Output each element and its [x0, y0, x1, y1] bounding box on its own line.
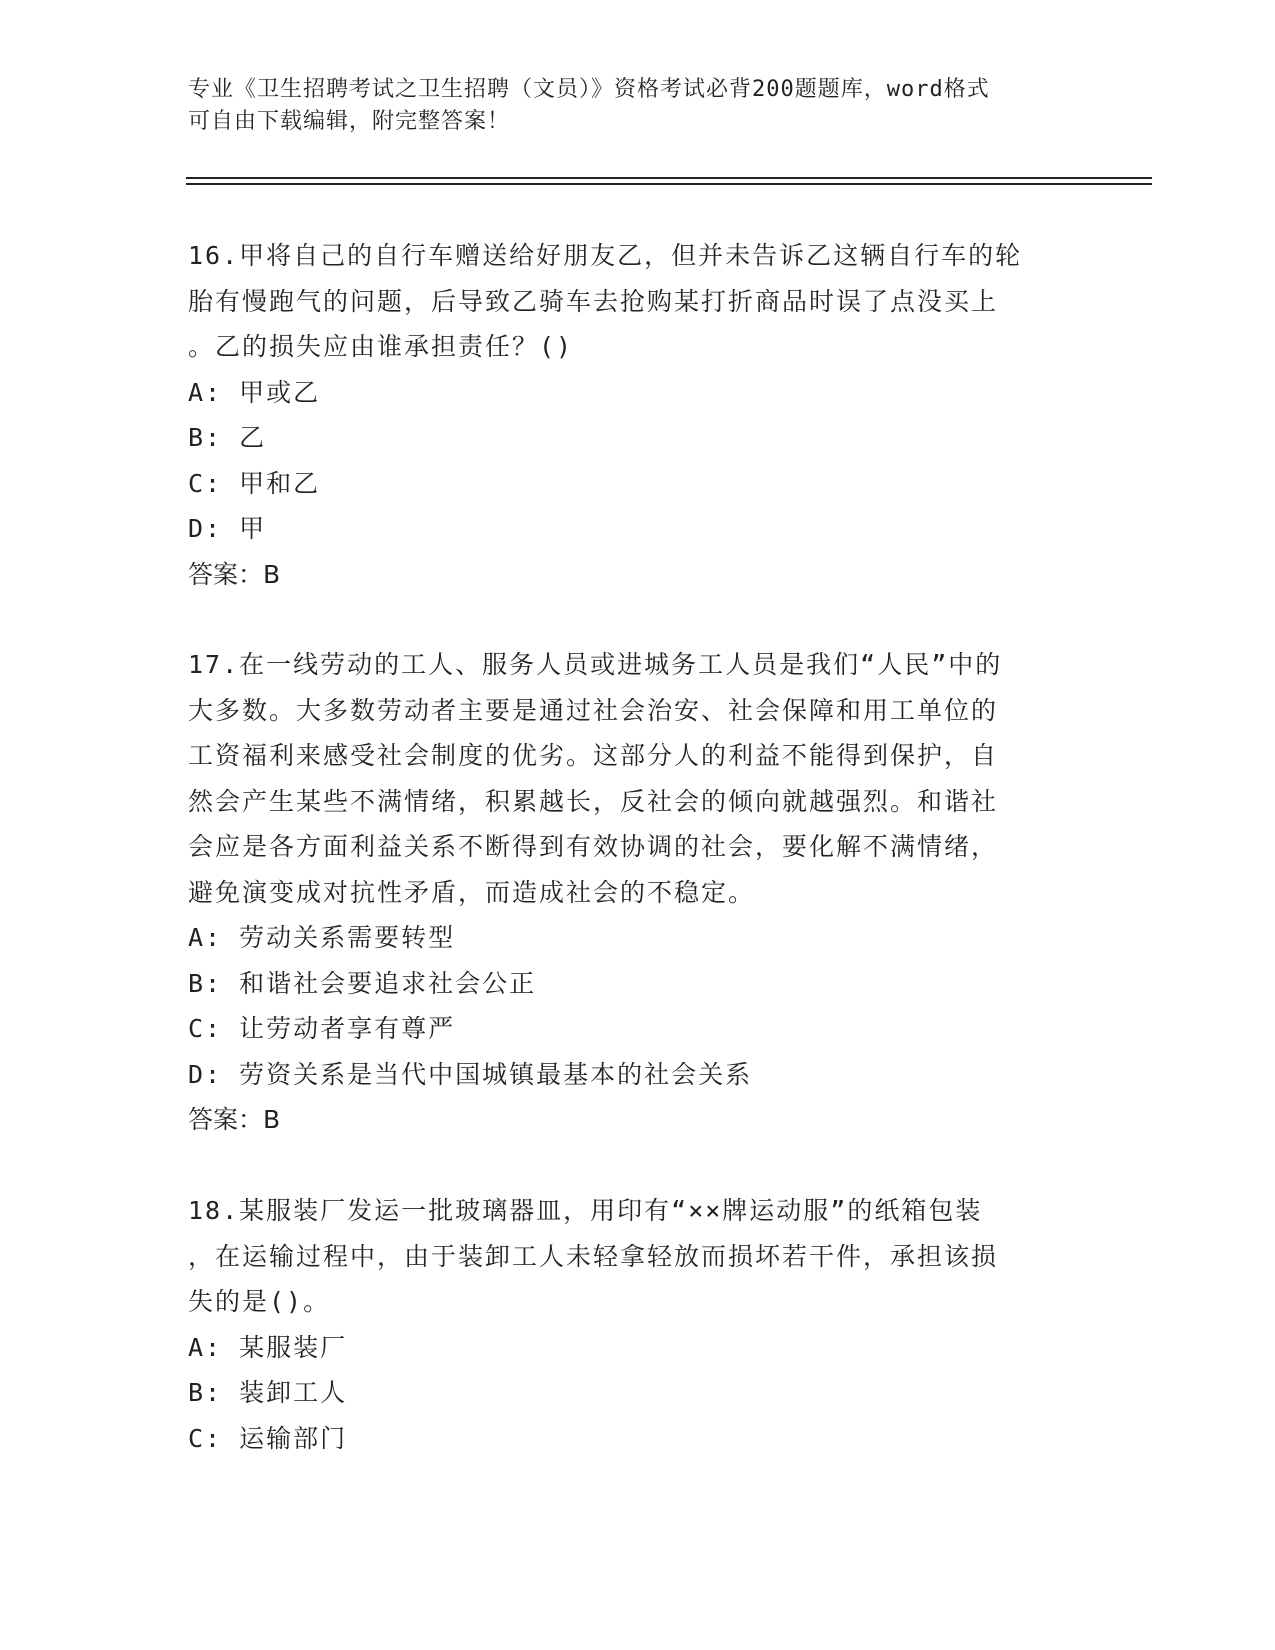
option-d: D: 劳资关系是当代中国城镇最基本的社会关系	[188, 1059, 753, 1089]
option-c: C: 甲和乙	[188, 468, 321, 498]
option-d: D: 甲	[188, 514, 267, 543]
question-stem	[188, 233, 1088, 370]
option-b: B: 和谐社会要追求社会公正	[188, 968, 537, 998]
header-line-1: 专业《卫生招聘考试之卫生招聘（文员）》资格考试必背200题题库，word格式	[188, 77, 990, 102]
question-18	[188, 1188, 1088, 1461]
option-c: C: 运输部门	[188, 1423, 348, 1453]
answer: 答案：B	[188, 1105, 281, 1134]
stem-line: 17.在一线劳动的工人、服务人员或进城务工人员是我们“人民”中的	[188, 650, 1003, 679]
stem-line: 避免演变成对抗性矛盾，而造成社会的不稳定。	[188, 877, 756, 907]
header-divider-bottom	[186, 183, 1152, 185]
option-a: A: 某服装厂	[188, 1332, 348, 1362]
stem-line: 16.甲将自己的自行车赠送给好朋友乙，但并未告诉乙这辆自行车的轮	[188, 241, 1023, 270]
option-c: C: 让劳动者享有尊严	[188, 1014, 456, 1043]
stem-line: 失的是()。	[188, 1287, 331, 1316]
stem-line: ，在运输过程中，由于装卸工人未轻拿轻放而损坏若干件，承担该损	[188, 1241, 999, 1271]
option-a: A: 甲或乙	[188, 377, 321, 407]
question-stem	[188, 1188, 1088, 1325]
header-line-2: 可自由下载编辑，附完整答案！	[188, 109, 511, 134]
stem-line: 大多数。大多数劳动者主要是通过社会治安、社会保障和用工单位的	[188, 695, 999, 725]
question-16	[188, 233, 1088, 597]
stem-line: 胎有慢跑气的问题，后导致乙骑车去抢购某打折商品时误了点没买上	[188, 286, 999, 316]
stem-line: 18.某服装厂发运一批玻璃器皿，用印有“××牌运动服”的纸箱包装	[188, 1196, 983, 1225]
stem-line: 。乙的损失应由谁承担责任？()	[188, 332, 574, 361]
option-b: B: 乙	[188, 423, 267, 452]
question-17	[188, 642, 1088, 1143]
stem-line: 工资福利来感受社会制度的优劣。这部分人的利益不能得到保护，自	[188, 741, 999, 770]
header-divider-top	[186, 177, 1152, 179]
option-b: B: 装卸工人	[188, 1378, 348, 1407]
answer: 答案：B	[188, 559, 281, 589]
stem-line: 然会产生某些不满情绪，积累越长，反社会的倾向就越强烈。和谐社	[188, 786, 999, 816]
option-a: A: 劳动关系需要转型	[188, 923, 456, 952]
document-header	[188, 74, 1088, 138]
stem-line: 会应是各方面利益关系不断得到有效协调的社会，要化解不满情绪，	[188, 832, 999, 861]
question-stem	[188, 642, 1088, 915]
